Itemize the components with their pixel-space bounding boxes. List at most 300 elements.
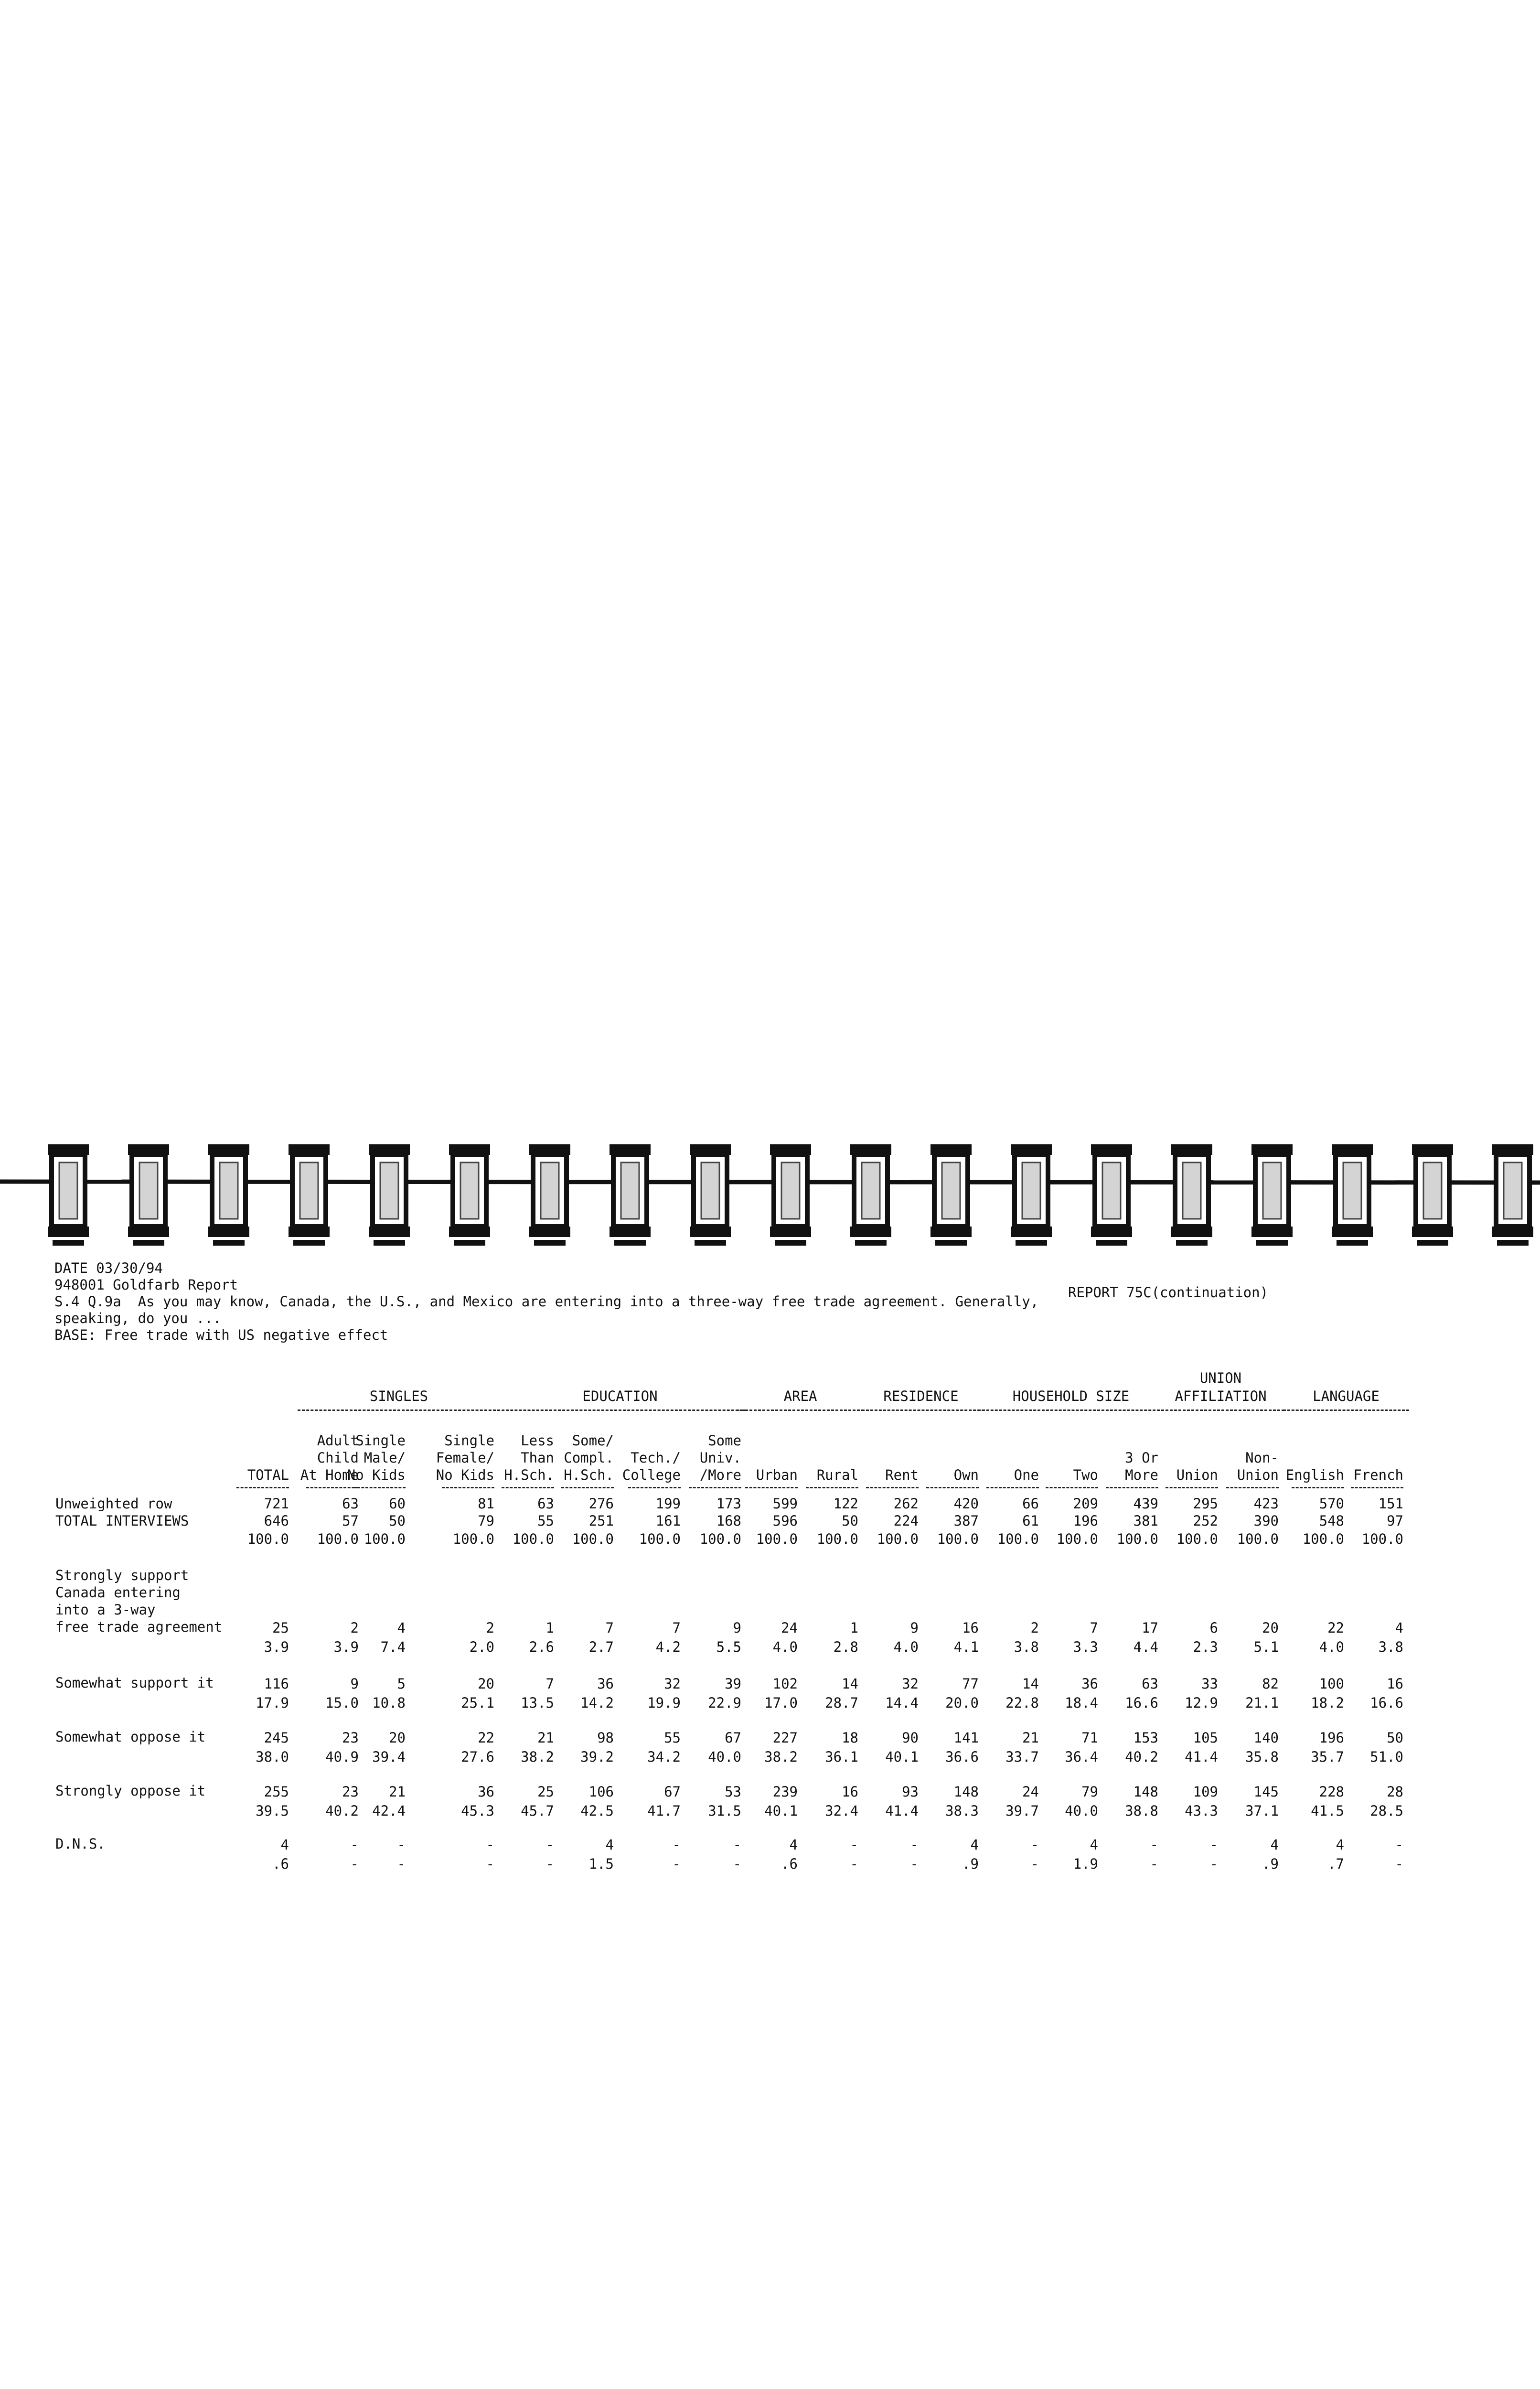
- row-percent: 34.2: [647, 1749, 681, 1765]
- row-percent: 39.4: [372, 1749, 406, 1765]
- row-count: 67: [664, 1784, 681, 1800]
- total-percent: 100.0: [1302, 1531, 1344, 1547]
- row-count: 4: [1336, 1837, 1344, 1853]
- row-count: 9: [733, 1620, 741, 1636]
- unweighted-count: 63: [537, 1496, 554, 1512]
- total-percent: 100.0: [512, 1531, 554, 1547]
- column-header: At Home: [300, 1467, 359, 1483]
- unweighted-count: 439: [1133, 1496, 1158, 1512]
- row-count: 4: [1270, 1837, 1279, 1853]
- question-line-1: S.4 Q.9a As you may know, Canada, the U.S., and Mexico are entering into a three-way free trade agreement. Generally,: [54, 1293, 1039, 1310]
- row-percent: 45.7: [521, 1803, 554, 1819]
- row-percent: 42.5: [580, 1803, 614, 1819]
- row-percent: 36.1: [825, 1749, 858, 1765]
- row-label: D.N.S.: [55, 1836, 106, 1852]
- row-percent: 33.7: [1005, 1749, 1039, 1765]
- row-percent: 16.6: [1370, 1695, 1403, 1711]
- unweighted-count: 173: [716, 1496, 741, 1512]
- row-count: -: [733, 1837, 741, 1853]
- column-header: More: [1125, 1467, 1158, 1483]
- row-count: 148: [1133, 1784, 1158, 1800]
- row-count: 141: [953, 1730, 979, 1746]
- row-percent: -: [910, 1856, 919, 1872]
- row-percent: 22.8: [1005, 1695, 1039, 1711]
- row-percent: -: [850, 1856, 858, 1872]
- row-percent: 42.4: [372, 1803, 406, 1819]
- column-underline: [806, 1487, 858, 1488]
- unweighted-count: 60: [389, 1496, 406, 1512]
- row-count: 18: [842, 1730, 858, 1746]
- total-percent: 100.0: [1237, 1531, 1279, 1547]
- row-count: 22: [1327, 1620, 1344, 1636]
- unweighted-count: 209: [1073, 1496, 1098, 1512]
- row-percent: -: [672, 1856, 681, 1872]
- row-percent: 39.7: [1005, 1803, 1039, 1819]
- row-percent: 40.0: [708, 1749, 741, 1765]
- row-count: 239: [772, 1784, 798, 1800]
- group-rule: [298, 1410, 500, 1411]
- row-count: 36: [478, 1784, 494, 1800]
- row-count: 23: [342, 1730, 359, 1746]
- column-header: English: [1285, 1467, 1344, 1483]
- column-header: No Kids: [347, 1467, 406, 1483]
- row-count: 6: [1209, 1620, 1218, 1636]
- group-header: AREA: [783, 1388, 817, 1404]
- binding-ring: [369, 1144, 410, 1246]
- column-underline: [561, 1487, 614, 1488]
- row-percent: 4.0: [1319, 1639, 1344, 1655]
- group-rule: [1283, 1410, 1409, 1411]
- binding-ring: [1412, 1144, 1453, 1246]
- row-percent: 4.1: [953, 1639, 979, 1655]
- unweighted-count: 570: [1319, 1496, 1344, 1512]
- row-count: 4: [789, 1837, 798, 1853]
- column-header: Less: [521, 1432, 554, 1449]
- row-percent: 4.0: [772, 1639, 798, 1655]
- row-percent: 38.8: [1125, 1803, 1158, 1819]
- row-percent: 3.8: [1378, 1639, 1403, 1655]
- row-percent: .6: [272, 1856, 289, 1872]
- total-count: 55: [537, 1513, 554, 1529]
- column-header: Urban: [756, 1467, 798, 1483]
- row-count: 25: [537, 1784, 554, 1800]
- row-percent: 40.1: [885, 1749, 919, 1765]
- row-count: 4: [1395, 1620, 1403, 1636]
- column-underline: [1351, 1487, 1403, 1488]
- column-header: Adult: [317, 1432, 359, 1449]
- row-percent: 35.7: [1311, 1749, 1344, 1765]
- binding-ring: [770, 1144, 811, 1246]
- row-percent: 3.8: [1014, 1639, 1039, 1655]
- row-count: 7: [605, 1620, 614, 1636]
- unweighted-count: 66: [1022, 1496, 1039, 1512]
- binding-ring: [1492, 1144, 1533, 1246]
- row-percent: 25.1: [461, 1695, 494, 1711]
- row-count: 2: [1030, 1620, 1039, 1636]
- row-percent: 4.2: [655, 1639, 681, 1655]
- column-header: No Kids: [436, 1467, 494, 1483]
- row-percent: 20.0: [945, 1695, 979, 1711]
- row-count: -: [672, 1837, 681, 1853]
- row-percent: 2.3: [1193, 1639, 1218, 1655]
- row-percent: 41.4: [1185, 1749, 1218, 1765]
- row-label: Unweighted row: [55, 1496, 172, 1512]
- row-count: 32: [902, 1676, 919, 1692]
- row-count: -: [1030, 1837, 1039, 1853]
- total-count: 224: [893, 1513, 919, 1529]
- row-count: 14: [1022, 1676, 1039, 1692]
- row-percent: 18.2: [1311, 1695, 1344, 1711]
- row-percent: 2.0: [469, 1639, 494, 1655]
- row-count: 93: [902, 1784, 919, 1800]
- total-count: 596: [772, 1513, 798, 1529]
- row-percent: 3.3: [1073, 1639, 1098, 1655]
- spiral-binding: [0, 1144, 1540, 1254]
- total-percent: 100.0: [756, 1531, 798, 1547]
- row-percent: 3.9: [333, 1639, 359, 1655]
- report-job: 948001 Goldfarb Report: [54, 1277, 238, 1293]
- unweighted-count: 599: [772, 1496, 798, 1512]
- row-count: 227: [772, 1730, 798, 1746]
- row-count: -: [1209, 1837, 1218, 1853]
- group-header: HOUSEHOLD SIZE: [1012, 1388, 1130, 1404]
- row-percent: 1.5: [588, 1856, 614, 1872]
- total-percent: 100.0: [816, 1531, 858, 1547]
- row-percent: 15.0: [325, 1695, 359, 1711]
- row-label: free trade agreement: [55, 1619, 223, 1635]
- row-count: 21: [537, 1730, 554, 1746]
- row-count: 36: [1081, 1676, 1098, 1692]
- row-count: 153: [1133, 1730, 1158, 1746]
- row-count: 82: [1262, 1676, 1279, 1692]
- binding-ring: [208, 1144, 249, 1246]
- total-count: 97: [1387, 1513, 1403, 1529]
- binding-ring: [1011, 1144, 1052, 1246]
- column-underline: [1226, 1487, 1279, 1488]
- column-underline: [353, 1487, 406, 1488]
- row-percent: 28.5: [1370, 1803, 1403, 1819]
- column-underline: [1166, 1487, 1218, 1488]
- column-header: Compl.: [564, 1450, 614, 1466]
- column-header: Rent: [885, 1467, 919, 1483]
- group-header: LANGUAGE: [1313, 1388, 1380, 1404]
- row-count: 21: [389, 1784, 406, 1800]
- column-underline: [306, 1487, 359, 1488]
- row-count: 2: [486, 1620, 494, 1636]
- row-count: 4: [970, 1837, 979, 1853]
- row-percent: 38.2: [521, 1749, 554, 1765]
- row-count: 22: [478, 1730, 494, 1746]
- unweighted-count: 63: [342, 1496, 359, 1512]
- row-count: 14: [842, 1676, 858, 1692]
- row-count: 39: [725, 1676, 741, 1692]
- row-percent: 19.9: [647, 1695, 681, 1711]
- row-count: 98: [597, 1730, 614, 1746]
- row-count: 100: [1319, 1676, 1344, 1692]
- unweighted-count: 199: [655, 1496, 681, 1512]
- row-percent: 40.2: [325, 1803, 359, 1819]
- row-count: 50: [1387, 1730, 1403, 1746]
- column-header: Male/: [364, 1450, 406, 1466]
- row-count: 196: [1319, 1730, 1344, 1746]
- row-percent: -: [350, 1856, 359, 1872]
- row-percent: 12.9: [1185, 1695, 1218, 1711]
- base-description: BASE: Free trade with US negative effect: [54, 1327, 388, 1343]
- binding-ring: [289, 1144, 330, 1246]
- column-header: Single: [444, 1432, 494, 1449]
- column-header: Union: [1176, 1467, 1218, 1483]
- row-percent: -: [733, 1856, 741, 1872]
- total-percent: 100.0: [572, 1531, 614, 1547]
- row-percent: 36.4: [1065, 1749, 1098, 1765]
- report-id: REPORT 75C(continuation): [1068, 1284, 1269, 1301]
- row-count: 90: [902, 1730, 919, 1746]
- row-percent: 40.9: [325, 1749, 359, 1765]
- row-label: TOTAL INTERVIEWS: [55, 1513, 189, 1529]
- row-count: 109: [1193, 1784, 1218, 1800]
- total-percent: 100.0: [877, 1531, 919, 1547]
- row-percent: -: [1209, 1856, 1218, 1872]
- total-count: 646: [264, 1513, 289, 1529]
- total-count: 252: [1193, 1513, 1218, 1529]
- group-header: UNION: [1199, 1370, 1242, 1386]
- report-date: DATE 03/30/94: [54, 1260, 163, 1276]
- column-header: Univ.: [699, 1450, 741, 1466]
- column-header: 3 Or: [1125, 1450, 1158, 1466]
- row-count: -: [850, 1837, 858, 1853]
- column-header: Non-: [1245, 1450, 1279, 1466]
- column-underline: [628, 1487, 681, 1488]
- row-percent: 41.5: [1311, 1803, 1344, 1819]
- row-percent: 38.2: [764, 1749, 798, 1765]
- column-header: Child: [317, 1450, 359, 1466]
- row-count: 16: [842, 1784, 858, 1800]
- row-percent: 18.4: [1065, 1695, 1098, 1711]
- row-count: 24: [1022, 1784, 1039, 1800]
- row-count: -: [545, 1837, 554, 1853]
- column-header: Two: [1073, 1467, 1098, 1483]
- total-percent: 100.0: [699, 1531, 741, 1547]
- row-percent: 43.3: [1185, 1803, 1218, 1819]
- row-percent: 5.1: [1253, 1639, 1279, 1655]
- group-rule: [737, 1410, 864, 1411]
- row-count: 36: [597, 1676, 614, 1692]
- row-count: 17: [1142, 1620, 1158, 1636]
- row-percent: .9: [1262, 1856, 1279, 1872]
- row-percent: 14.4: [885, 1695, 919, 1711]
- row-label: Somewhat oppose it: [55, 1729, 206, 1745]
- column-header: College: [622, 1467, 681, 1483]
- row-count: 4: [1090, 1837, 1098, 1853]
- row-count: 16: [1387, 1676, 1403, 1692]
- row-percent: 2.8: [833, 1639, 858, 1655]
- unweighted-count: 295: [1193, 1496, 1218, 1512]
- row-count: 1: [850, 1620, 858, 1636]
- column-header: H.Sch.: [504, 1467, 554, 1483]
- row-count: 20: [389, 1730, 406, 1746]
- binding-ring: [1251, 1144, 1293, 1246]
- row-percent: 2.6: [529, 1639, 554, 1655]
- row-count: 255: [264, 1784, 289, 1800]
- row-count: 20: [1262, 1620, 1279, 1636]
- row-count: 28: [1387, 1784, 1403, 1800]
- row-percent: 35.8: [1245, 1749, 1279, 1765]
- total-count: 381: [1133, 1513, 1158, 1529]
- group-header: SINGLES: [369, 1388, 428, 1404]
- row-count: 116: [264, 1676, 289, 1692]
- row-percent: 38.3: [945, 1803, 979, 1819]
- group-header: AFFILIATION: [1175, 1388, 1267, 1404]
- column-header: /More: [699, 1467, 741, 1483]
- binding-ring: [1171, 1144, 1212, 1246]
- row-percent: 21.1: [1245, 1695, 1279, 1711]
- row-count: 9: [910, 1620, 919, 1636]
- column-underline: [1046, 1487, 1098, 1488]
- row-label: into a 3-way: [55, 1602, 156, 1618]
- column-header: One: [1014, 1467, 1039, 1483]
- row-count: -: [910, 1837, 919, 1853]
- group-header: EDUCATION: [582, 1388, 658, 1404]
- total-count: 79: [478, 1513, 494, 1529]
- row-label: Strongly support: [55, 1567, 189, 1583]
- total-percent: 100.0: [937, 1531, 979, 1547]
- total-count: 61: [1022, 1513, 1039, 1529]
- row-count: 20: [478, 1676, 494, 1692]
- row-count: 245: [264, 1730, 289, 1746]
- unweighted-count: 81: [478, 1496, 494, 1512]
- binding-ring: [1091, 1144, 1132, 1246]
- total-count: 390: [1253, 1513, 1279, 1529]
- row-count: 102: [772, 1676, 798, 1692]
- column-underline: [1106, 1487, 1158, 1488]
- row-count: -: [350, 1837, 359, 1853]
- group-rule: [493, 1410, 747, 1411]
- column-underline: [502, 1487, 554, 1488]
- column-header: Own: [953, 1467, 979, 1483]
- row-percent: 28.7: [825, 1695, 858, 1711]
- total-count: 50: [842, 1513, 858, 1529]
- binding-ring: [529, 1144, 570, 1246]
- column-underline: [1292, 1487, 1344, 1488]
- total-percent: 100.0: [1361, 1531, 1403, 1547]
- column-underline: [986, 1487, 1039, 1488]
- row-percent: 41.7: [647, 1803, 681, 1819]
- row-count: -: [1395, 1837, 1403, 1853]
- row-percent: -: [545, 1856, 554, 1872]
- row-count: 67: [725, 1730, 741, 1746]
- row-count: 32: [664, 1676, 681, 1692]
- row-percent: 1.9: [1073, 1856, 1098, 1872]
- row-count: 2: [350, 1620, 359, 1636]
- group-rule: [857, 1410, 984, 1411]
- column-underline: [926, 1487, 979, 1488]
- group-rule: [978, 1410, 1164, 1411]
- binding-ring: [930, 1144, 972, 1246]
- unweighted-count: 721: [264, 1496, 289, 1512]
- column-header: Some/: [572, 1432, 614, 1449]
- row-percent: 40.2: [1125, 1749, 1158, 1765]
- row-count: 148: [953, 1784, 979, 1800]
- column-underline: [689, 1487, 741, 1488]
- row-percent: 36.6: [945, 1749, 979, 1765]
- row-percent: 40.0: [1065, 1803, 1098, 1819]
- row-count: 55: [664, 1730, 681, 1746]
- row-count: 1: [545, 1620, 554, 1636]
- total-count: 251: [588, 1513, 614, 1529]
- row-count: 25: [272, 1620, 289, 1636]
- row-percent: .7: [1327, 1856, 1344, 1872]
- column-underline: [745, 1487, 798, 1488]
- row-percent: 38.0: [256, 1749, 289, 1765]
- unweighted-count: 420: [953, 1496, 979, 1512]
- row-count: 7: [1090, 1620, 1098, 1636]
- total-count: 548: [1319, 1513, 1344, 1529]
- row-count: 16: [962, 1620, 979, 1636]
- row-count: 9: [350, 1676, 359, 1692]
- row-count: -: [1150, 1837, 1158, 1853]
- total-percent: 100.0: [317, 1531, 359, 1547]
- row-percent: -: [1030, 1856, 1039, 1872]
- row-count: -: [486, 1837, 494, 1853]
- column-header: Than: [521, 1450, 554, 1466]
- total-percent: 100.0: [1056, 1531, 1098, 1547]
- total-percent: 100.0: [639, 1531, 681, 1547]
- row-count: 77: [962, 1676, 979, 1692]
- row-percent: 16.6: [1125, 1695, 1158, 1711]
- total-count: 161: [655, 1513, 681, 1529]
- row-percent: 22.9: [708, 1695, 741, 1711]
- row-count: 79: [1081, 1784, 1098, 1800]
- total-count: 168: [716, 1513, 741, 1529]
- row-percent: 3.9: [264, 1639, 289, 1655]
- row-percent: 17.0: [764, 1695, 798, 1711]
- column-underline: [866, 1487, 919, 1488]
- row-percent: -: [1150, 1856, 1158, 1872]
- row-count: 53: [725, 1784, 741, 1800]
- row-count: 7: [672, 1620, 681, 1636]
- row-count: 145: [1253, 1784, 1279, 1800]
- row-label: Canada entering: [55, 1584, 181, 1601]
- row-count: 106: [588, 1784, 614, 1800]
- row-count: 71: [1081, 1730, 1098, 1746]
- total-count: 196: [1073, 1513, 1098, 1529]
- row-label: Somewhat support it: [55, 1675, 214, 1691]
- row-percent: -: [1395, 1856, 1403, 1872]
- binding-ring: [48, 1144, 89, 1246]
- row-label: Strongly oppose it: [55, 1783, 206, 1799]
- row-percent: 27.6: [461, 1749, 494, 1765]
- row-count: 228: [1319, 1784, 1344, 1800]
- row-percent: -: [397, 1856, 406, 1872]
- row-percent: 13.5: [521, 1695, 554, 1711]
- row-count: 63: [1142, 1676, 1158, 1692]
- unweighted-count: 122: [833, 1496, 858, 1512]
- column-header: Single: [355, 1432, 406, 1449]
- row-count: 4: [280, 1837, 289, 1853]
- total-percent: 100.0: [1116, 1531, 1158, 1547]
- column-header: TOTAL: [247, 1467, 289, 1483]
- unweighted-count: 262: [893, 1496, 919, 1512]
- total-count: 50: [389, 1513, 406, 1529]
- row-percent: 41.4: [885, 1803, 919, 1819]
- row-percent: 32.4: [825, 1803, 858, 1819]
- row-count: 105: [1193, 1730, 1218, 1746]
- unweighted-count: 276: [588, 1496, 614, 1512]
- row-count: 4: [397, 1620, 406, 1636]
- row-percent: 14.2: [580, 1695, 614, 1711]
- row-count: 5: [397, 1676, 406, 1692]
- row-percent: -: [486, 1856, 494, 1872]
